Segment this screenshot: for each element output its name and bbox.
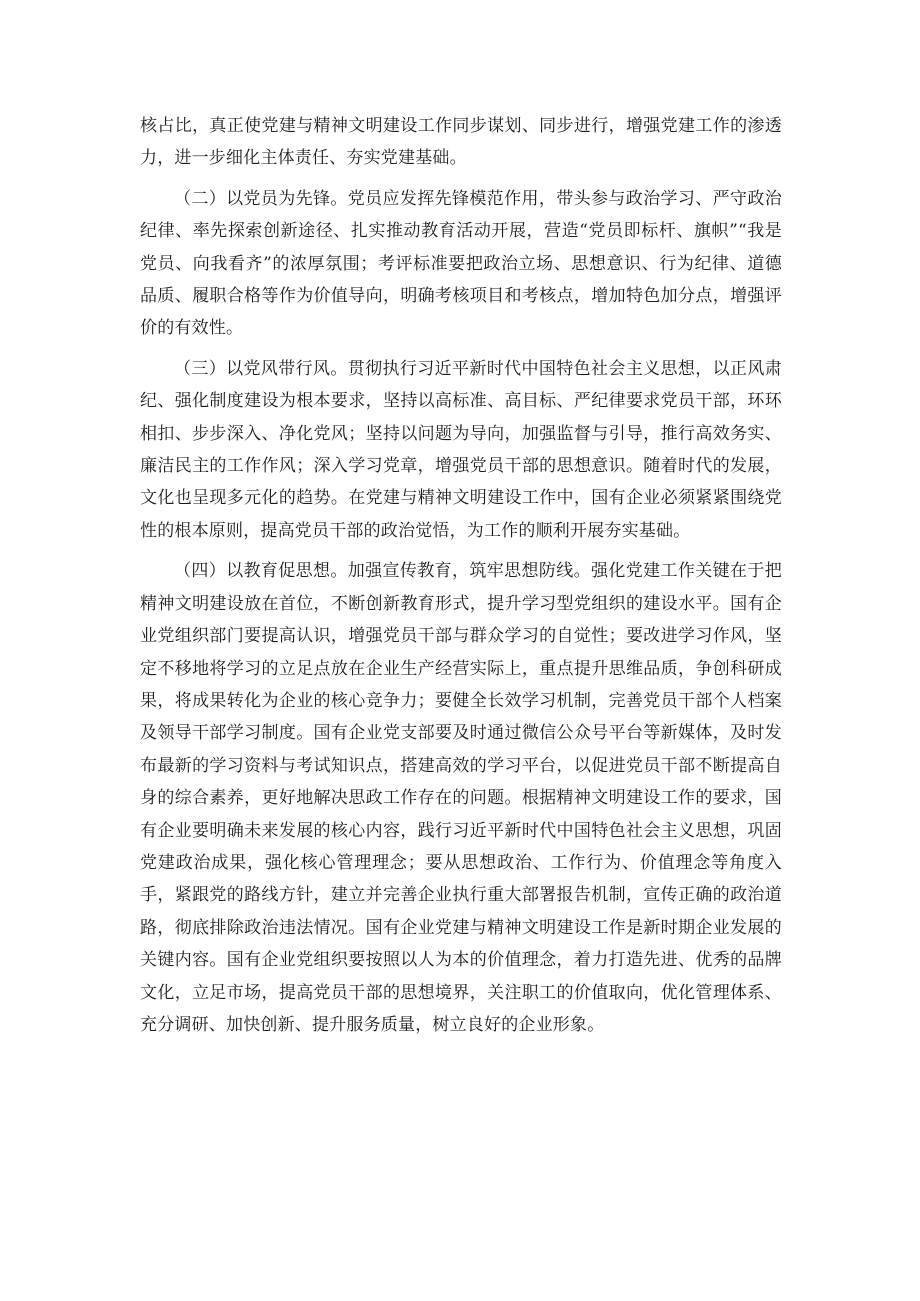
document-page bbox=[140, 110, 782, 1041]
paragraph-continuation: 核占比，真正使党建与精神文明建设工作同步谋划、同步进行，增强党建工作的渗透力，进一步细化主体责任、夯实党建基础。 bbox=[140, 116, 782, 169]
paragraph-education-thought: （四）以教育促思想。加强宣传教育，筑牢思想防线。强化党建工作关键在于把精神文明建设放在首位，不断创新教育形式，提升学习型党组织的建设水平。国有企业党组织部门要提高认识，增强党员干部与群众学习的自觉性；要改进学习作风，坚定不移地将学习的立足点放在企业生产经营实际上，重点提升思维品质，争创科研成果，将成果转化为企业的核心竞争力；要健全长效学习机制，完善党员干部个人档案及领导干部学习制度。国有企业党支部要及时通过微信公众号平台等新媒体，及时发布最新的学习资料与考试知识点，搭建高效的学习平台，以促进党员干部不断提高自身的综合素养，更好地解决思政工作存在的问题。根据精神文明建设工作的要求，国有企业要明确未来发展的核心内容，践行习近平新时代中国特色社会主义思想，巩固党建政治成果，强化核心管理理念；要从思想政治、工作行为、价值理念等角度入手，紧跟党的路线方针，建立并完善企业执行重大部署报告机制，宣传正确的政治道路，彻底排除政治违法情况。国有企业党建与精神文明建设工作是新时期企业发展的关键内容。国有企业党组织要按照以人为本的价值理念，着力打造先进、优秀的品牌文化，立足市场，提高党员干部的思想境界，关注职工的价值取向，优化管理体系、充分调研、加快创新、提升服务质量，树立良好的企业形象。 bbox=[140, 561, 782, 1035]
paragraph-party-style: （三）以党风带行风。贯彻执行习近平新时代中国特色社会主义思想，以正风肃纪、强化制度建设为根本要求，坚持以高标准、高目标、严纪律要求党员干部，环环相扣、步步深入、净化党风；坚持以问题为导向，加强监督与引导，推行高效务实、廉洁民主的工作作风；深入学习党章，增强党员干部的思想意识。随着时代的发展，文化也呈现多元化的趋势。在党建与精神文明建设工作中，国有企业必须紧紧围绕党性的根本原则，提高党员干部的政治觉悟，为工作的顺利开展夯实基础。 bbox=[140, 358, 782, 541]
paragraph-party-members-vanguard: （二）以党员为先锋。党员应发挥先锋模范作用，带头参与政治学习、严守政治纪律、率先探索创新途径、扎实推动教育活动开展，营造“党员即标杆、旗帜”“我是党员、向我看齐”的浓厚氛围；考评标准要把政治立场、思想意识、行为纪律、道德品质、履职合格等作为价值导向，明确考核项目和考核点，增加特色加分点，增强评价的有效性。 bbox=[140, 188, 782, 339]
